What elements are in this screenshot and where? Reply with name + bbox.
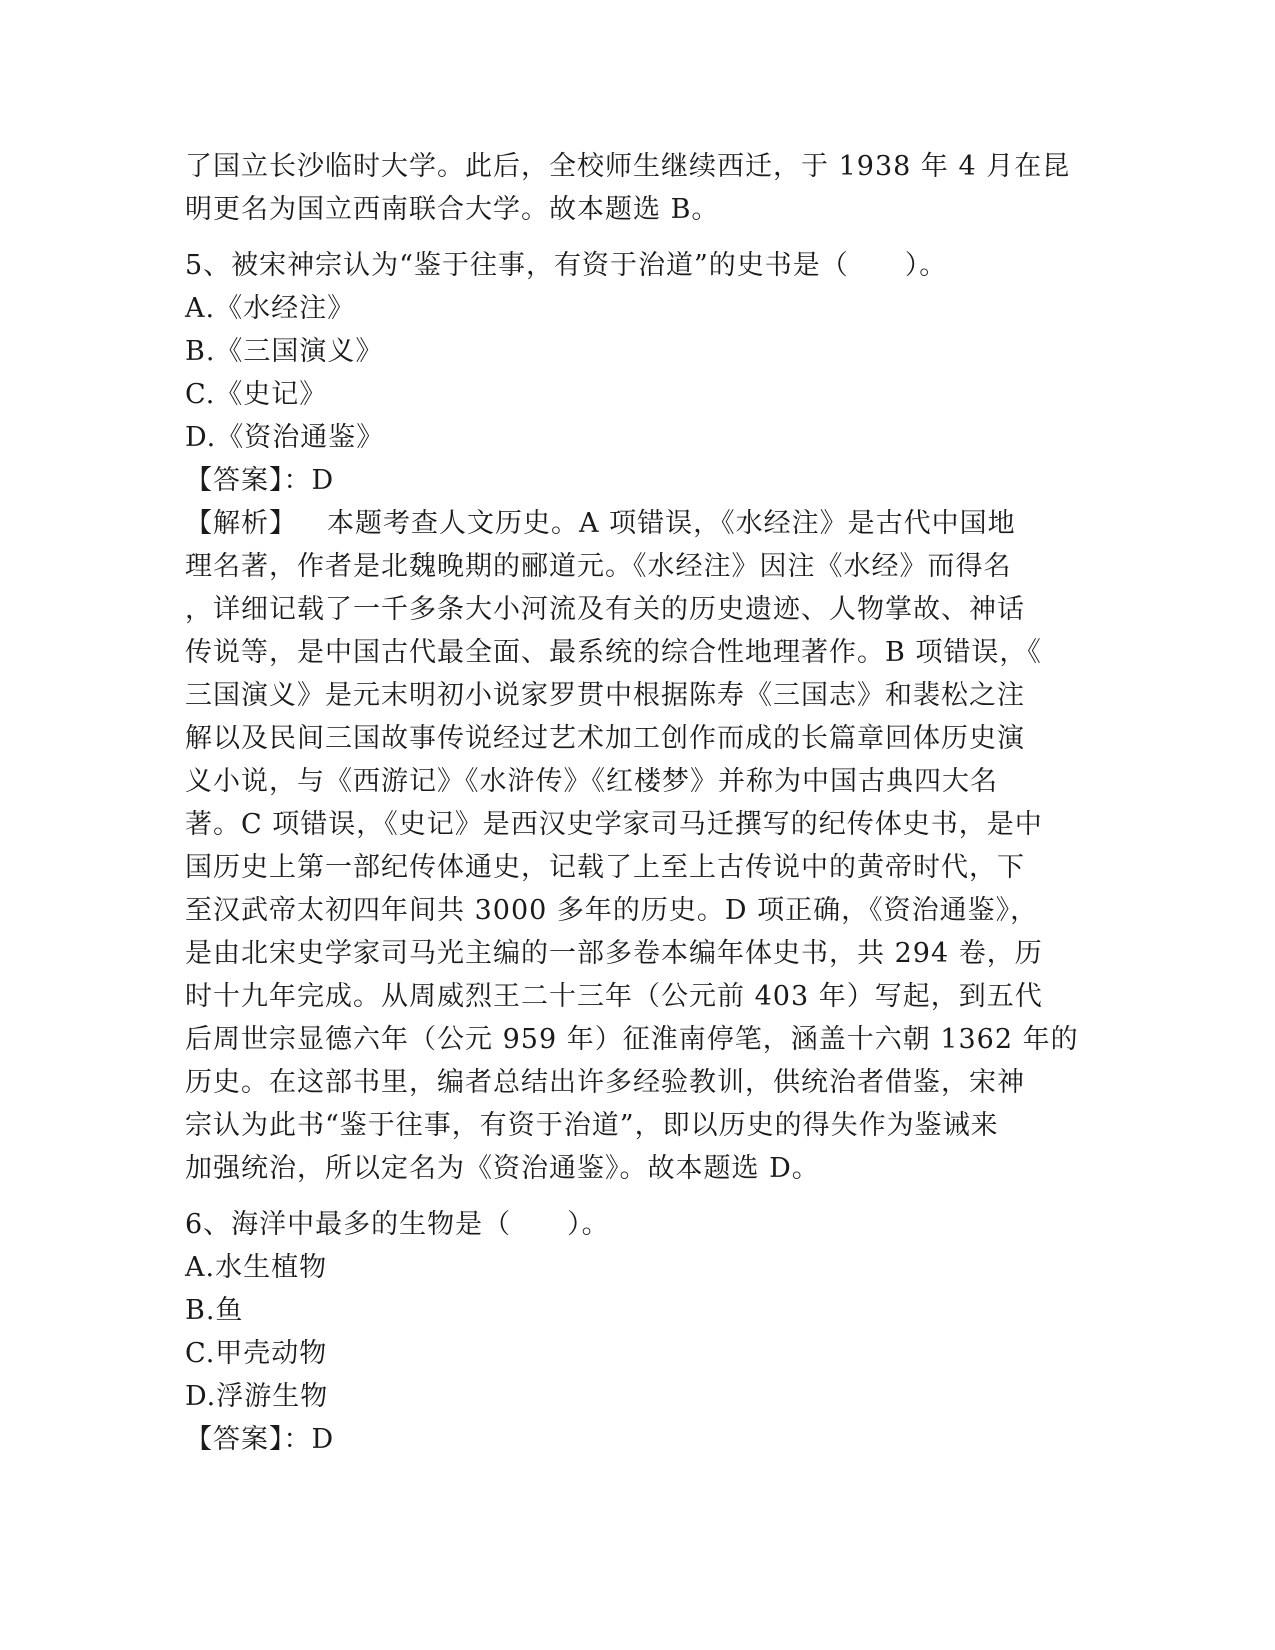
explanation-line: 后周世宗显德六年（公元 959 年）征淮南停笔，涵盖十六朝 1362 年的 [185, 1024, 1079, 1055]
option-d: D.浮游生物 [185, 1381, 329, 1412]
question-5-text: 5、被宋神宗认为“鉴于往事，有资于治道”的史书是（ ）。 [185, 250, 948, 281]
option-b: B.《三国演义》 [185, 336, 384, 367]
intro-line: 明更名为国立西南联合大学。故本题选 B。 [185, 194, 720, 225]
explanation-line: 理名著，作者是北魏晚期的郦道元。《水经注》因注《水经》而得名 [185, 551, 1012, 582]
explanation-line: 加强统治，所以定名为《资治通鉴》。故本题选 D。 [185, 1153, 820, 1184]
explanation-line: 宗认为此书“鉴于往事，有资于治道”，即以历史的得失作为鉴诫来 [185, 1110, 999, 1141]
option-d: D.《资治通鉴》 [185, 422, 385, 453]
answer: 【答案】：D [185, 1424, 335, 1455]
intro-line: 了国立长沙临时大学。此后，全校师生继续西迁，于 1938 年 4 月在昆 [185, 151, 1071, 182]
explanation-first-line [185, 502, 1080, 545]
option-a: A.《水经注》 [185, 293, 356, 324]
explanation-line: 至汉武帝太初四年间共 3000 多年的历史。D 项正确，《资治通鉴》， [185, 895, 1039, 926]
explanation-line: ，详细记载了一千多条大小河流及有关的历史遗迹、人物掌故、神话 [185, 594, 1025, 625]
explanation-line: 本题考查人文历史。A 项错误，《水经注》是古代中国地 [327, 508, 1016, 539]
explanation-line: 历史。在这部书里，编者总结出许多经验教训，供统治者借鉴，宋神 [185, 1067, 1025, 1098]
explanation-line: 著。C 项错误，《史记》是西汉史学家司马迁撰写的纪传体史书，是中 [185, 809, 1043, 840]
explanation-line: 国历史上第一部纪传体通史，记载了上至上古传说中的黄帝时代，下 [185, 852, 1025, 883]
explanation-line: 义小说，与《西游记》《水浒传》《红楼梦》并称为中国古典四大名 [185, 766, 998, 797]
intro-paragraph [185, 145, 1080, 231]
answer: 【答案】：D [185, 465, 335, 496]
option-a: A.水生植物 [185, 1252, 328, 1283]
explanation-line: 传说等，是中国古代最全面、最系统的综合性地理著作。B 项错误，《 [185, 637, 1042, 668]
question-5 [185, 244, 1080, 1190]
question-6-text: 6、海洋中最多的生物是（ ）。 [185, 1209, 610, 1240]
explanation-line: 是由北宋史学家司马光主编的一部多卷本编年体史书，共 294 卷，历 [185, 938, 1043, 969]
document-page [185, 145, 1080, 1461]
explanation-line: 解以及民间三国故事传说经过艺术加工创作而成的长篇章回体历史演 [185, 723, 1025, 754]
explanation-line: 时十九年完成。从周威烈王二十三年（公元前 403 年）写起，到五代 [185, 981, 1043, 1012]
option-c: C.甲壳动物 [185, 1338, 328, 1369]
option-c: C.《史记》 [185, 379, 328, 410]
option-b: B.鱼 [185, 1295, 244, 1326]
explanation-label: 【解析】 [185, 508, 297, 539]
question-6 [185, 1203, 1080, 1461]
explanation-line: 三国演义》是元末明初小说家罗贯中根据陈寿《三国志》和裴松之注 [185, 680, 1025, 711]
